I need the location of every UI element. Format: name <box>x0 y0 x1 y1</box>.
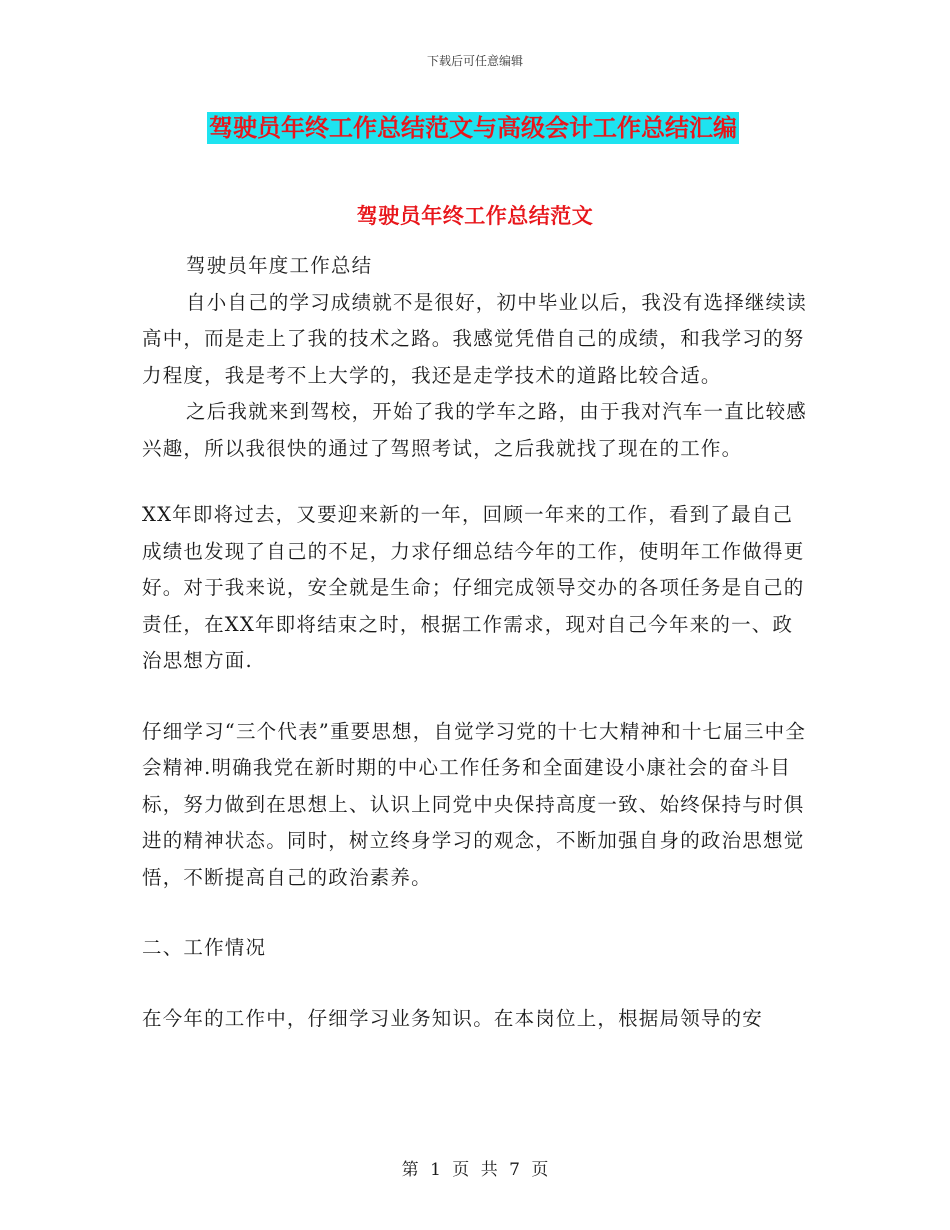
section-heading: 二、工作情况 <box>142 936 267 959</box>
page-header-note: 下载后可任意编辑 <box>426 54 523 68</box>
paragraph: 在今年的工作中，仔细学习业务知识。在本岗位上，根据局领导的安 <box>142 1006 764 1030</box>
page-footer-number: 第 1 页 共 7 页 <box>401 1160 549 1180</box>
paragraph: XX年即将过去，又要迎来新的一年，回顾一年来的工作，看到了最自己成绩也发现了自己的不足，力求仔细总结今年的工作，使明年工作做得更好。对于我来说，安全就是生命；仔细完成领导交办的各项任务是自己的责任，在XX年即将结束之时，根据工作需求，现对自己今年来的一、政治思想方面. <box>142 503 805 672</box>
paragraph-heading: 驾驶员年度工作总结 <box>186 254 373 277</box>
paragraph: 之后我就来到驾校，开始了我的学车之路，由于我对汽车一直比较感兴趣，所以我很快的通过了驾照考试，之后我就找了现在的工作。 <box>142 400 808 460</box>
document-body <box>142 248 812 1037</box>
paragraph: 仔细学习“三个代表”重要思想，自觉学习党的十七大精神和十七届三中全会精神.明确我党在新时期的中心工作任务和全面建设小康社会的奋斗目标，努力做到在思想上、认识上同党中央保持高度一致、始终保持与时俱进的精神状态。同时，树立终身学习的观念，不断加强自身的政治思想觉悟，不断提高自己的政治素养。 <box>142 719 807 889</box>
document-sub-title: 驾驶员年终工作总结范文 <box>356 204 594 228</box>
paragraph: 自小自己的学习成绩就不是很好，初中毕业以后，我没有选择继续读高中，而是走上了我的技术之路。我感觉凭借自己的成绩，和我学习的努力程度，我是考不上大学的，我还是走学技术的道路比较合适。 <box>142 290 808 387</box>
document-main-title: 驾驶员年终工作总结范文与高级会计工作总结汇编 <box>209 114 737 142</box>
